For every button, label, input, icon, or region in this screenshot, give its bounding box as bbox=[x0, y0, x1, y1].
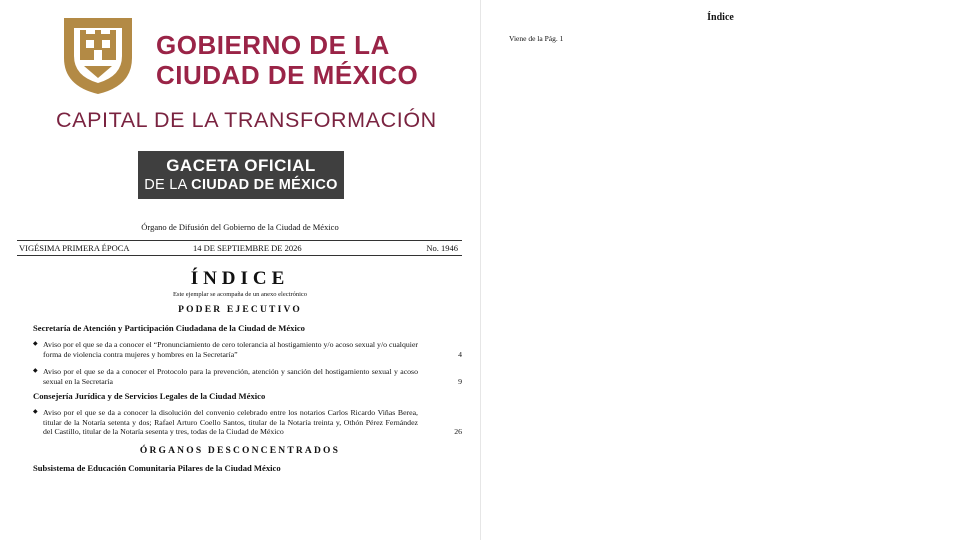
entry-text: Aviso por el que se da a conocer el Protocolo para la prevención, atención y sanción del hostigamiento sexual y acoso sexual en la Secretaría bbox=[43, 367, 418, 386]
index-page bbox=[481, 0, 960, 540]
cdmx-emblem-icon bbox=[60, 14, 136, 96]
index-entry[interactable] bbox=[33, 340, 462, 359]
organo-difusion: Órgano de Difusión del Gobierno de la Ciudad de México bbox=[141, 222, 339, 232]
entry-text: Aviso por el que se da a conocer la disolución del convenio celebrado entre los notarios Carlos Ricardo Viñas Berea, titular de la Notaría setenta y dos; Rafael Arturo Coello Santos, titular de la Notaría treinta y, Othón Pérez Fernández del Castillo, titular de la Notaría sesenta y tres, todas de la Ciudad de México bbox=[43, 408, 418, 436]
gaceta-banner bbox=[138, 151, 344, 199]
entry-page-number: 9 bbox=[458, 376, 462, 386]
index-entry[interactable] bbox=[33, 367, 462, 386]
section-heading: ÓRGANOS DESCONCENTRADOS bbox=[139, 446, 341, 456]
entry-page-number: 26 bbox=[454, 427, 462, 436]
institution-name: Consejería Jurídica y de Servicios Legales de la Ciudad México bbox=[33, 391, 266, 401]
gaceta-subtitle-city: CIUDAD DE MÉXICO bbox=[191, 177, 338, 193]
slogan: CAPITAL DE LA TRANSFORMACIÓN bbox=[56, 108, 437, 132]
government-title-line2: CIUDAD DE MÉXICO bbox=[156, 60, 419, 90]
issue-date: 14 DE SEPTIEMBRE DE 2026 bbox=[193, 243, 302, 253]
government-title-line1: GOBIERNO DE LA bbox=[156, 30, 390, 60]
issue-number: No. 1946 bbox=[426, 243, 458, 253]
bullet-icon: ◆ bbox=[33, 409, 38, 415]
entry-text: Aviso por el que se da a conocer el “Pronunciamiento de cero tolerancia al hostigamiento y/o acoso sexual y/o cualquier forma de violencia contra mujeres y hombres en la Secretaría” bbox=[43, 340, 418, 359]
gaceta-subtitle bbox=[138, 176, 344, 194]
institution-name: Secretaría de Atención y Participación Ciudadana de la Ciudad de México bbox=[33, 323, 305, 333]
issue-era: VIGÉSIMA PRIMERA ÉPOCA bbox=[19, 243, 130, 253]
continued-from: Viene de la Pág. 1 bbox=[509, 34, 564, 43]
government-logo bbox=[60, 14, 420, 100]
index-heading: Índice bbox=[707, 12, 734, 23]
indice-title: ÍNDICE bbox=[190, 268, 290, 289]
gaceta-subtitle-prefix: DE LA bbox=[144, 177, 192, 193]
institution-name: Subsistema de Educación Comunitaria Pilares de la Ciudad México bbox=[33, 463, 281, 473]
government-title bbox=[156, 30, 418, 90]
index-entry[interactable] bbox=[33, 408, 462, 437]
bullet-icon: ◆ bbox=[33, 368, 38, 374]
section-heading: PODER EJECUTIVO bbox=[178, 305, 302, 315]
indice-subtitle: Este ejemplar se acompaña de un anexo electrónico bbox=[172, 291, 308, 298]
entry-page-number: 4 bbox=[458, 349, 462, 359]
bullet-icon: ◆ bbox=[33, 341, 38, 347]
issue-meta-row bbox=[17, 240, 462, 256]
gaceta-title: GACETA OFICIAL bbox=[166, 156, 316, 175]
